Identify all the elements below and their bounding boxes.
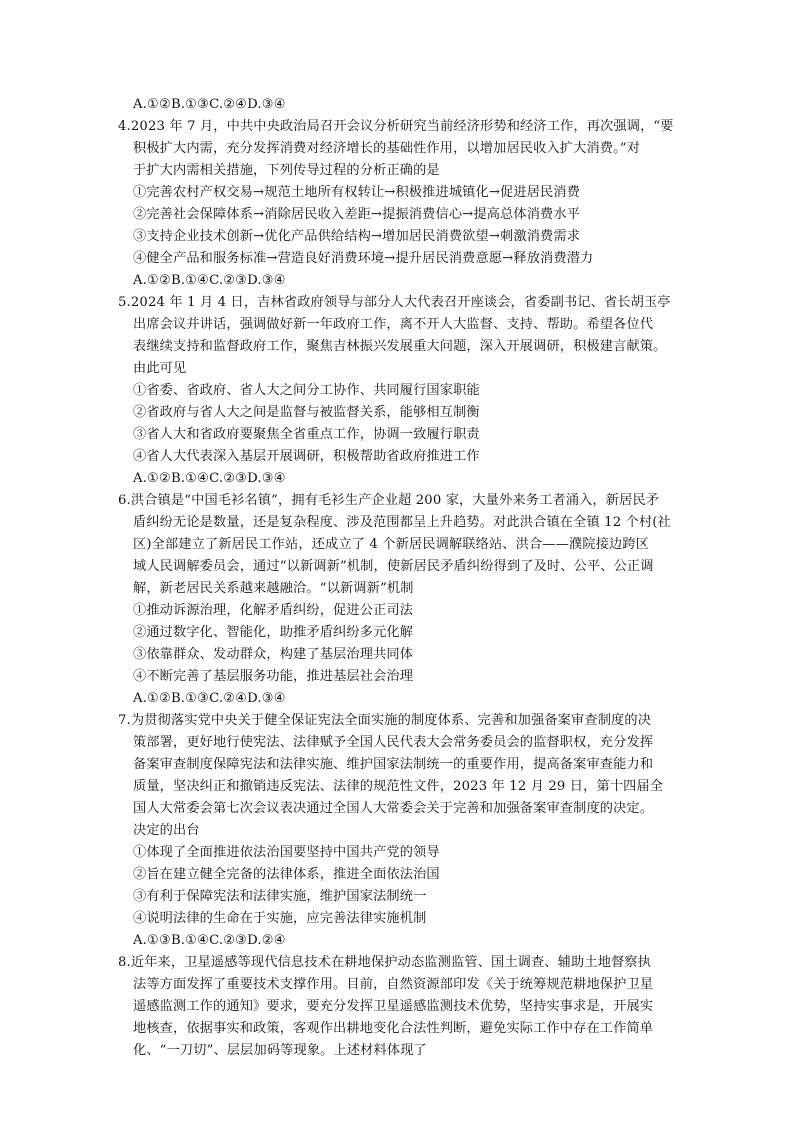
q5-stem-line: 由此可见 bbox=[133, 361, 187, 376]
q8-stem-line: 遥感监测工作的通知》要求，要充分发挥卫星遥感监测技术优势，坚持实事求是，开展实 bbox=[133, 999, 654, 1014]
q7-stem-line: 备案审查制度保障宪法和法律实施、维护国家法制统一的重要作用，提高备案审查能力和 bbox=[133, 757, 654, 772]
q7-choice-3: ③有利于保障宪法和法律实施，维护国家法制统一 bbox=[133, 889, 427, 904]
q6-choice-4: ④不断完善了基层服务功能，推进基层社会治理 bbox=[133, 669, 414, 684]
q7-choice-1: ①体现了全面推进依法治国要坚持中国共产党的领导 bbox=[133, 845, 440, 860]
q4-stem-line: 于扩大内需相关措施，下列传导过程的分析正确的是 bbox=[133, 163, 440, 178]
q6-stem-line: 盾纠纷无论是数量，还是复杂程度、涉及范围都呈上升趋势。对此洪合镇在全镇 12 个村(社 bbox=[133, 515, 671, 530]
q4-choice-3: ③支持企业技术创新→优化产品供给结构→增加居民消费欲望→刺激消费需求 bbox=[133, 229, 581, 244]
q5-stem-line: 表继续支持和监督政府工作，聚焦吉林振兴发展重大问题，深入开展调研，积极建言献策。 bbox=[133, 339, 667, 354]
q8-stem-line: 化、“一刀切”、层层加码等现象。上述材料体现了 bbox=[133, 1043, 427, 1058]
q5-choice-3: ③省人大和省政府要聚焦全省重点工作，协调一致履行职责 bbox=[133, 427, 480, 442]
q6-stem-line: 域人民调解委员会，通过“以新调新”机制，使新居民矛盾纠纷得到了及时、公平、公正调 bbox=[133, 559, 654, 574]
q3-answer-options: A.①②B.①③C.②④D.③④ bbox=[133, 97, 286, 112]
q5-choice-1: ①省委、省政府、省人大之间分工协作、共同履行国家职能 bbox=[133, 383, 480, 398]
q8-stem-line: 8.近年来，卫星遥感等现代信息技术在耕地保护动态监测监管、国土调查、辅助土地督察执 bbox=[118, 955, 652, 970]
q5-stem-line: 5.2024 年 1 月 4 日，吉林省政府领导与部分人大代表召开座谈会，省委副书记、省长胡玉亭 bbox=[118, 295, 671, 310]
q7-choice-2: ②旨在建立健全完备的法律体系，推进全面依法治国 bbox=[133, 867, 440, 882]
q7-stem-line: 决定的出台 bbox=[133, 823, 200, 838]
q5-stem-line: 出席会议并讲话，强调做好新一年政府工作，离不开人大监督、支持、帮助。希望各位代 bbox=[133, 317, 654, 332]
q7-stem-line: 策部署，更好地行使宪法、法律赋予全国人民代表大会常务委员会的监督职权，充分发挥 bbox=[133, 735, 654, 750]
q5-answer-options: A.①②B.①④C.②③D.③④ bbox=[133, 471, 286, 486]
q4-choice-4: ④健全产品和服务标准→营造良好消费环境→提升居民消费意愿→释放消费潜力 bbox=[133, 251, 594, 266]
q6-stem-line: 区)全部建立了新居民工作站，还成立了 4 个新居民调解联络站、洪合——濮院接边跨区 bbox=[133, 537, 650, 552]
q5-choice-4: ④省人大代表深入基层开展调研，积极帮助省政府推进工作 bbox=[133, 449, 480, 464]
q6-answer-options: A.①②B.①③C.②④D.③④ bbox=[133, 691, 286, 706]
q7-stem-line: 国人大常委会第七次会议表决通过全国人大常委会关于完善和加强备案审查制度的决定。 bbox=[133, 801, 654, 816]
q5-choice-2: ②省政府与省人大之间是监督与被监督关系，能够相互制衡 bbox=[133, 405, 480, 420]
q7-stem-line: 7.为贯彻落实党中央关于健全保证宪法全面实施的制度体系、完善和加强备案审查制度的决 bbox=[118, 713, 652, 728]
q6-choice-3: ③依靠群众、发动群众，构建了基层治理共同体 bbox=[133, 647, 414, 662]
q6-stem-line: 6.洪合镇是“中国毛衫名镇”，拥有毛衫生产企业超 200 家，大量外来务工者涌入，新居民矛 bbox=[118, 493, 660, 508]
q4-answer-options: A.①②B.①④C.②③D.③④ bbox=[133, 273, 286, 288]
q4-stem-line: 积极扩大内需，充分发挥消费对经济增长的基础性作用，以增加居民收入扩大消费。”对 bbox=[133, 141, 641, 156]
q7-answer-options: A.①③B.①④C.②③D.②④ bbox=[133, 933, 286, 948]
q8-stem-line: 地核查，依据事实和政策，客观作出耕地变化合法性判断，避免实际工作中存在工作简单 bbox=[133, 1021, 654, 1036]
q4-stem-line: 4.2023 年 7 月，中共中央政治局召开会议分析研究当前经济形势和经济工作，再次强调，“要 bbox=[118, 119, 674, 134]
q7-choice-4: ④说明法律的生命在于实施，应完善法律实施机制 bbox=[133, 911, 427, 926]
q6-choice-2: ②通过数字化、智能化，助推矛盾纠纷多元化解 bbox=[133, 625, 414, 640]
q7-stem-line: 质量，坚决纠正和撤销违反宪法、法律的规范性文件，2023 年 12 月 29 日，第十四届全 bbox=[133, 779, 664, 794]
q4-choice-1: ①完善农村产权交易→规范土地所有权转让→积极推进城镇化→促进居民消费 bbox=[133, 185, 581, 200]
q6-stem-line: 解，新老居民关系越来越融洽。“以新调新”机制 bbox=[133, 581, 414, 596]
q6-choice-1: ①推动诉源治理，化解矛盾纠纷，促进公正司法 bbox=[133, 603, 414, 618]
q8-stem-line: 法等方面发挥了重要技术支撑作用。目前，自然资源部印发《关于统筹规范耕地保护卫星 bbox=[133, 977, 654, 992]
q4-choice-2: ②完善社会保障体系→消除居民收入差距→提振消费信心→提高总体消费水平 bbox=[133, 207, 581, 222]
